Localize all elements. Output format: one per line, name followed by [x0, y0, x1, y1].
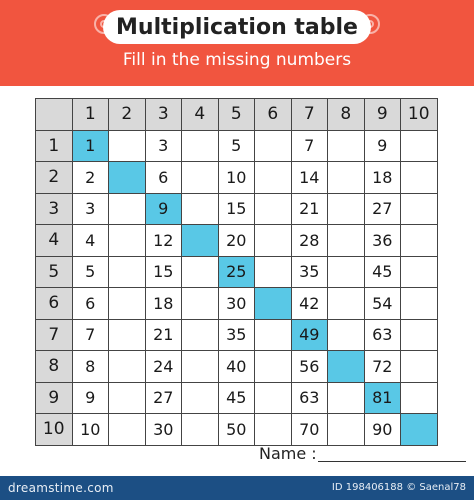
highlighted-cell: 9 — [146, 194, 183, 226]
table-cell[interactable] — [255, 383, 292, 415]
column-header: 10 — [401, 99, 438, 131]
table-cell[interactable] — [182, 131, 219, 163]
table-cell[interactable] — [109, 131, 146, 163]
table-cell: 45 — [219, 383, 256, 415]
table-cell: 21 — [292, 194, 329, 226]
table-cell[interactable] — [401, 194, 438, 226]
table-cell: 21 — [146, 320, 183, 352]
table-cell: 27 — [365, 194, 402, 226]
table-cell: 3 — [146, 131, 183, 163]
table-cell: 45 — [365, 257, 402, 289]
table-cell: 63 — [365, 320, 402, 352]
table-cell: 20 — [219, 225, 256, 257]
table-cell: 18 — [146, 288, 183, 320]
table-cell[interactable] — [401, 257, 438, 289]
table-cell: 7 — [292, 131, 329, 163]
table-cell[interactable] — [109, 351, 146, 383]
table-cell[interactable] — [328, 414, 365, 446]
image-id: ID 198406188 © — [331, 482, 417, 493]
table-cell: 14 — [292, 162, 329, 194]
table-cell: 6 — [73, 288, 110, 320]
table-cell[interactable] — [109, 257, 146, 289]
row-header: 4 — [36, 225, 73, 257]
column-header: 8 — [328, 99, 365, 131]
table-cell: 36 — [365, 225, 402, 257]
table-cell[interactable] — [328, 383, 365, 415]
table-cell: 18 — [365, 162, 402, 194]
table-cell[interactable] — [328, 257, 365, 289]
table-cell[interactable] — [328, 225, 365, 257]
column-header: 4 — [182, 99, 219, 131]
table-cell[interactable] — [255, 225, 292, 257]
table-cell[interactable] — [182, 257, 219, 289]
table-cell[interactable] — [182, 383, 219, 415]
row-header: 9 — [36, 383, 73, 415]
table-cell[interactable] — [255, 131, 292, 163]
table-cell: 10 — [219, 162, 256, 194]
table-cell: 10 — [73, 414, 110, 446]
table-cell: 5 — [73, 257, 110, 289]
row-header: 6 — [36, 288, 73, 320]
table-cell[interactable] — [255, 162, 292, 194]
page-title: Multiplication table — [103, 10, 371, 44]
table-cell[interactable] — [255, 320, 292, 352]
table-cell: 12 — [146, 225, 183, 257]
table-cell[interactable] — [401, 351, 438, 383]
table-cell[interactable] — [401, 225, 438, 257]
name-field[interactable] — [318, 461, 466, 462]
table-cell[interactable] — [109, 194, 146, 226]
row-header: 8 — [36, 351, 73, 383]
table-cell: 3 — [73, 194, 110, 226]
table-cell[interactable] — [182, 320, 219, 352]
table-cell[interactable] — [328, 131, 365, 163]
table-cell: 50 — [219, 414, 256, 446]
table-cell: 54 — [365, 288, 402, 320]
table-cell: 2 — [73, 162, 110, 194]
table-cell: 8 — [73, 351, 110, 383]
table-cell: 15 — [219, 194, 256, 226]
table-cell[interactable] — [109, 225, 146, 257]
highlighted-cell[interactable] — [328, 351, 365, 383]
table-cell: 35 — [219, 320, 256, 352]
grid-corner-cell — [36, 99, 73, 131]
table-cell[interactable] — [109, 383, 146, 415]
table-cell: 28 — [292, 225, 329, 257]
table-cell[interactable] — [401, 320, 438, 352]
table-cell: 6 — [146, 162, 183, 194]
table-cell: 63 — [292, 383, 329, 415]
table-cell: 4 — [73, 225, 110, 257]
column-header: 1 — [73, 99, 110, 131]
table-cell[interactable] — [109, 414, 146, 446]
multiplication-grid — [35, 98, 438, 446]
column-header: 6 — [255, 99, 292, 131]
table-cell[interactable] — [328, 162, 365, 194]
column-header: 5 — [219, 99, 256, 131]
row-header: 5 — [36, 257, 73, 289]
table-cell[interactable] — [401, 383, 438, 415]
table-cell[interactable] — [328, 320, 365, 352]
column-header: 2 — [109, 99, 146, 131]
highlighted-cell[interactable] — [182, 225, 219, 257]
table-cell: 5 — [219, 131, 256, 163]
table-cell[interactable] — [182, 351, 219, 383]
column-header: 7 — [292, 99, 329, 131]
table-cell[interactable] — [182, 414, 219, 446]
highlighted-cell[interactable] — [401, 414, 438, 446]
table-cell[interactable] — [401, 131, 438, 163]
table-cell: 9 — [365, 131, 402, 163]
highlighted-cell: 81 — [365, 383, 402, 415]
column-header: 9 — [365, 99, 402, 131]
row-header: 7 — [36, 320, 73, 352]
highlighted-cell: 25 — [219, 257, 256, 289]
highlighted-cell: 49 — [292, 320, 329, 352]
table-cell[interactable] — [255, 414, 292, 446]
row-header: 1 — [36, 131, 73, 163]
table-cell: 40 — [219, 351, 256, 383]
table-cell: 90 — [365, 414, 402, 446]
page-subtitle: Fill in the missing numbers — [122, 50, 352, 70]
table-cell: 42 — [292, 288, 329, 320]
table-cell[interactable] — [255, 257, 292, 289]
table-cell[interactable] — [182, 162, 219, 194]
table-cell[interactable] — [182, 194, 219, 226]
footer-bar — [0, 476, 474, 500]
table-cell: 9 — [73, 383, 110, 415]
table-cell[interactable] — [109, 288, 146, 320]
brand-logo: dreamstime.com — [8, 481, 114, 495]
highlighted-cell[interactable] — [255, 288, 292, 320]
table-cell: 24 — [146, 351, 183, 383]
table-cell[interactable] — [401, 162, 438, 194]
table-cell[interactable] — [109, 320, 146, 352]
table-cell: 30 — [146, 414, 183, 446]
row-header: 10 — [36, 414, 73, 446]
highlighted-cell[interactable] — [109, 162, 146, 194]
table-cell: 70 — [292, 414, 329, 446]
highlighted-cell: 1 — [73, 131, 110, 163]
table-cell[interactable] — [255, 194, 292, 226]
column-header: 3 — [146, 99, 183, 131]
image-credit — [332, 482, 466, 493]
table-cell[interactable] — [401, 288, 438, 320]
table-cell: 35 — [292, 257, 329, 289]
table-cell: 15 — [146, 257, 183, 289]
header-banner — [0, 0, 474, 86]
table-cell: 72 — [365, 351, 402, 383]
table-cell: 56 — [292, 351, 329, 383]
author-name: Saenal78 — [419, 482, 466, 493]
table-cell[interactable] — [182, 288, 219, 320]
row-header: 2 — [36, 162, 73, 194]
table-cell[interactable] — [255, 351, 292, 383]
table-cell[interactable] — [328, 288, 365, 320]
table-cell[interactable] — [328, 194, 365, 226]
table-cell: 27 — [146, 383, 183, 415]
table-cell: 30 — [219, 288, 256, 320]
table-cell: 7 — [73, 320, 110, 352]
row-header: 3 — [36, 194, 73, 226]
name-label: Name : — [259, 444, 317, 463]
